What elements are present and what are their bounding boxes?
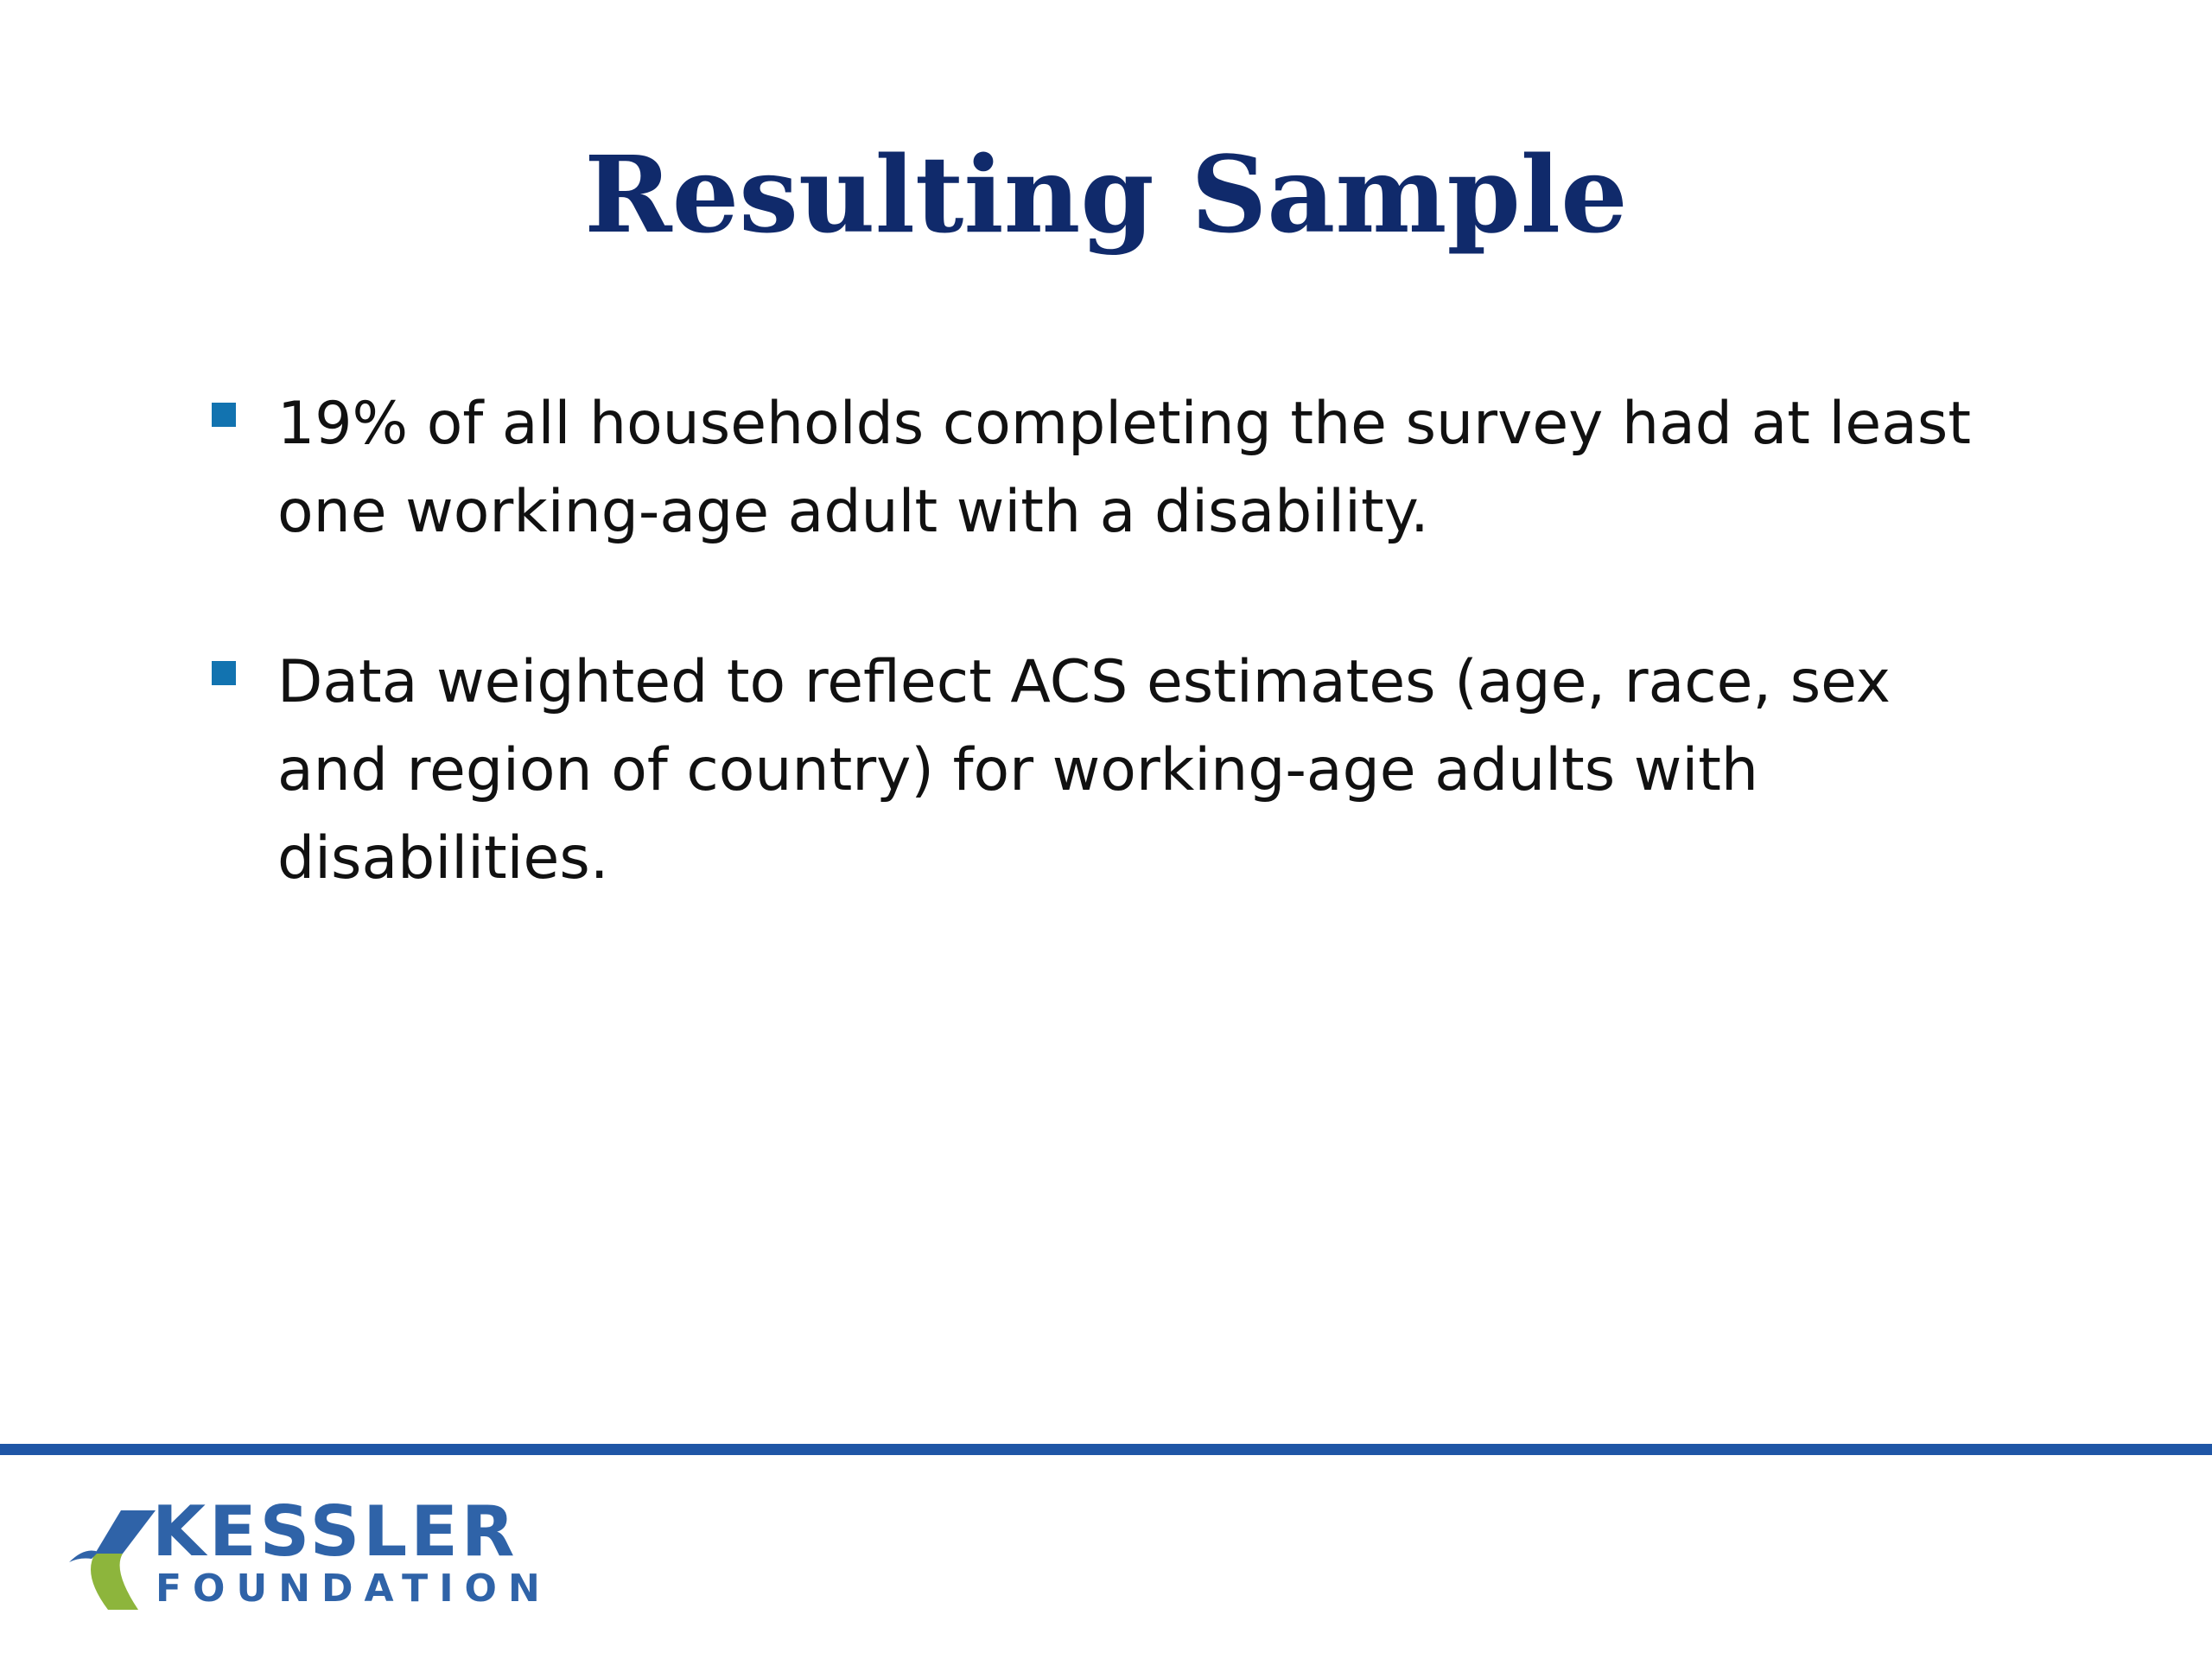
bullet-item — [212, 380, 2009, 556]
bullet-text: Data weighted to reflect ACS estimates (age, race, sex and region of country) for working-age adults with disabilities. — [277, 648, 1891, 893]
bullet-item — [212, 639, 2009, 903]
bullet-text: 19% of all households completing the survey had at least one working-age adult with a disability. — [277, 390, 1972, 546]
kessler-foundation-logo — [69, 1491, 551, 1616]
kessler-logo-mark-icon — [69, 1502, 156, 1610]
slide-title: Resulting Sample — [584, 132, 1628, 257]
square-bullet-icon — [212, 403, 236, 427]
logo-wordmark-line1: KESSLER — [152, 1491, 518, 1572]
bullet-list — [212, 380, 2009, 985]
square-bullet-icon — [212, 661, 236, 685]
footer-divider — [0, 1444, 2212, 1455]
logo-wordmark-line2: FOUNDATION — [156, 1567, 551, 1611]
